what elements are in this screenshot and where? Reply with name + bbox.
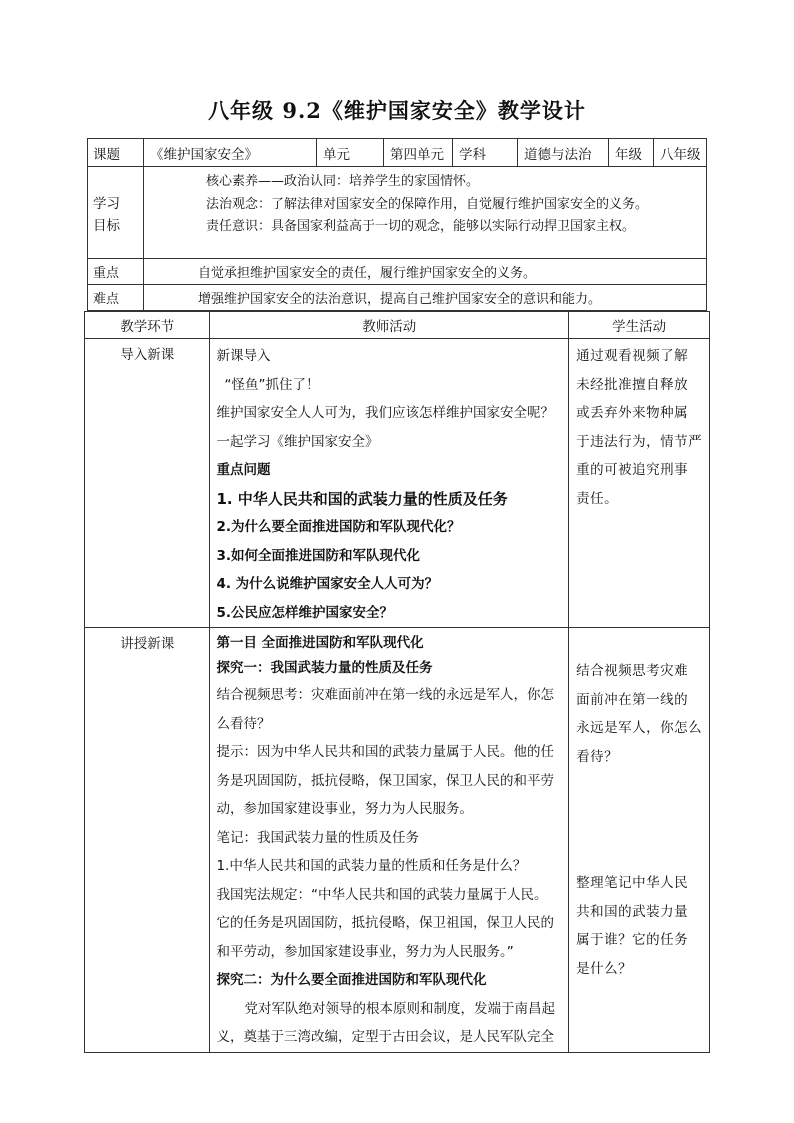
teacher-line: 2.为什么要全面推进国防和军队现代化？	[216, 519, 461, 535]
student-activity-cell	[569, 628, 710, 1053]
header-stage: 教学环节	[85, 312, 210, 339]
difficulty-label: 难点	[88, 285, 144, 311]
teacher-activity-cell	[210, 628, 569, 1053]
student-line: 属于谁？它的任务	[576, 932, 689, 948]
goal-item: 核心素养——政治认同：培养学生的家国情怀。	[206, 174, 480, 189]
teacher-line: “怪鱼”抓住了！	[224, 376, 320, 393]
teacher-line: 我国宪法规定：“中华人民共和国的武装力量属于人民。	[216, 886, 548, 903]
student-line: 共和国的武装力量	[576, 903, 689, 920]
process-row-intro	[85, 339, 710, 628]
goal-item: 责任意识：具备国家利益高于一切的观念，能够以实际行动捍卫国家主权。	[206, 219, 636, 234]
goals-label-line1: 学习	[93, 196, 120, 212]
header-student: 学生活动	[569, 312, 710, 339]
course-label: 课题	[88, 139, 144, 167]
teacher-line: 和平劳动，参加国家建设事业，努力为人民服务。”	[216, 943, 514, 960]
teacher-line: 一起学习《维护国家安全》	[216, 433, 379, 450]
student-line: 责任。	[576, 490, 619, 507]
teacher-line: 维护国家安全人人可为，我们应该怎样维护国家安全呢？	[216, 405, 554, 421]
teacher-line: 4. 为什么说维护国家安全人人可为？	[216, 576, 439, 592]
unit-label: 单元	[317, 139, 384, 167]
teacher-line: 么看待？	[216, 715, 271, 732]
teacher-line: 探究一：我国武装力量的性质及任务	[216, 660, 433, 676]
header-teacher: 教师活动	[210, 312, 569, 339]
subject-value: 道德与法治	[518, 139, 609, 167]
teacher-line: 动，参加国家建设事业，努力为人民服务。	[216, 801, 473, 817]
difficulty-value: 增强维护国家安全的法治意识，提高自己维护国家安全的意识和能力。	[144, 285, 707, 311]
student-line: 结合视频思考灾难	[576, 663, 689, 679]
process-header-row	[85, 312, 710, 339]
goals-row	[88, 167, 707, 259]
student-line: 通过观看视频了解	[576, 348, 689, 364]
teacher-line: 党对军队绝对领导的根本原则和制度，发端于南昌起	[244, 1000, 555, 1017]
teacher-line: 笔记：我国武装力量的性质及任务	[216, 829, 419, 846]
unit-value: 第四单元	[384, 139, 453, 167]
grade-label: 年级	[609, 139, 654, 167]
teacher-line: 3.如何全面推进国防和军队现代化	[216, 547, 420, 564]
page-title: 八年级 9.2《维护国家安全》教学设计	[208, 98, 586, 123]
student-activity-cell	[569, 339, 710, 628]
teacher-line: 提示：因为中华人民共和国的武装力量属于人民。他的任	[216, 744, 554, 760]
subject-label: 学科	[453, 139, 518, 167]
student-line: 永远是军人，你怎么	[576, 720, 703, 736]
student-line: 是什么？	[576, 960, 633, 977]
key-value: 自觉承担维护国家安全的责任，履行维护国家安全的义务。	[144, 259, 707, 285]
student-line: 未经批准擅自释放	[576, 376, 689, 393]
stage-cell: 讲授新课	[85, 628, 210, 1053]
teacher-line: 义，奠基于三湾改编，定型于古田会议，是人民军队完全	[216, 1029, 554, 1045]
grade-value: 八年级	[654, 139, 707, 167]
teacher-line: 它的任务是巩固国防，抵抗侵略，保卫祖国，保卫人民的	[216, 915, 554, 931]
student-line: 整理笔记中华人民	[576, 875, 689, 891]
student-line: 面前冲在第一线的	[576, 691, 689, 708]
stage-cell: 导入新课	[85, 339, 210, 628]
teacher-line: 新课导入	[216, 348, 271, 364]
student-line: 于违法行为，情节严	[576, 433, 703, 450]
course-row	[88, 139, 707, 167]
process-table	[84, 311, 710, 1053]
goals-label	[88, 167, 144, 259]
student-line: 看待？	[576, 748, 619, 765]
teacher-line: 探究二：为什么要全面推进国防和军队现代化	[216, 972, 487, 988]
key-row	[88, 259, 707, 285]
teacher-line: 结合视频思考：灾难面前冲在第一线的永远是军人，你怎	[216, 687, 554, 703]
key-label: 重点	[88, 259, 144, 285]
student-line: 或丢弃外来物种属	[576, 405, 689, 421]
teacher-line: 1.中华人民共和国的武装力量的性质和任务是什么？	[216, 858, 527, 874]
student-line: 重的可被追究刑事	[576, 462, 689, 478]
teacher-line: 1. 中华人民共和国的武装力量的性质及任务	[216, 489, 508, 508]
difficulty-row	[88, 285, 707, 311]
goal-item: 法治观念：了解法律对国家安全的保障作用，自觉履行维护国家安全的义务。	[206, 196, 649, 212]
teacher-activity-cell	[210, 339, 569, 628]
course-value: 《维护国家安全》	[144, 139, 317, 167]
goals-cell	[144, 167, 707, 259]
teacher-line: 第一目 全面推进国防和军队现代化	[216, 635, 424, 651]
teacher-line: 5.公民应怎样维护国家安全？	[216, 604, 393, 621]
teacher-line: 重点问题	[216, 462, 271, 478]
goals-label-line2: 目标	[93, 218, 120, 234]
info-table	[87, 138, 707, 311]
teacher-line: 务是巩固国防，抵抗侵略，保卫国家，保卫人民的和平劳	[216, 772, 554, 789]
process-row-lecture	[85, 628, 710, 1053]
